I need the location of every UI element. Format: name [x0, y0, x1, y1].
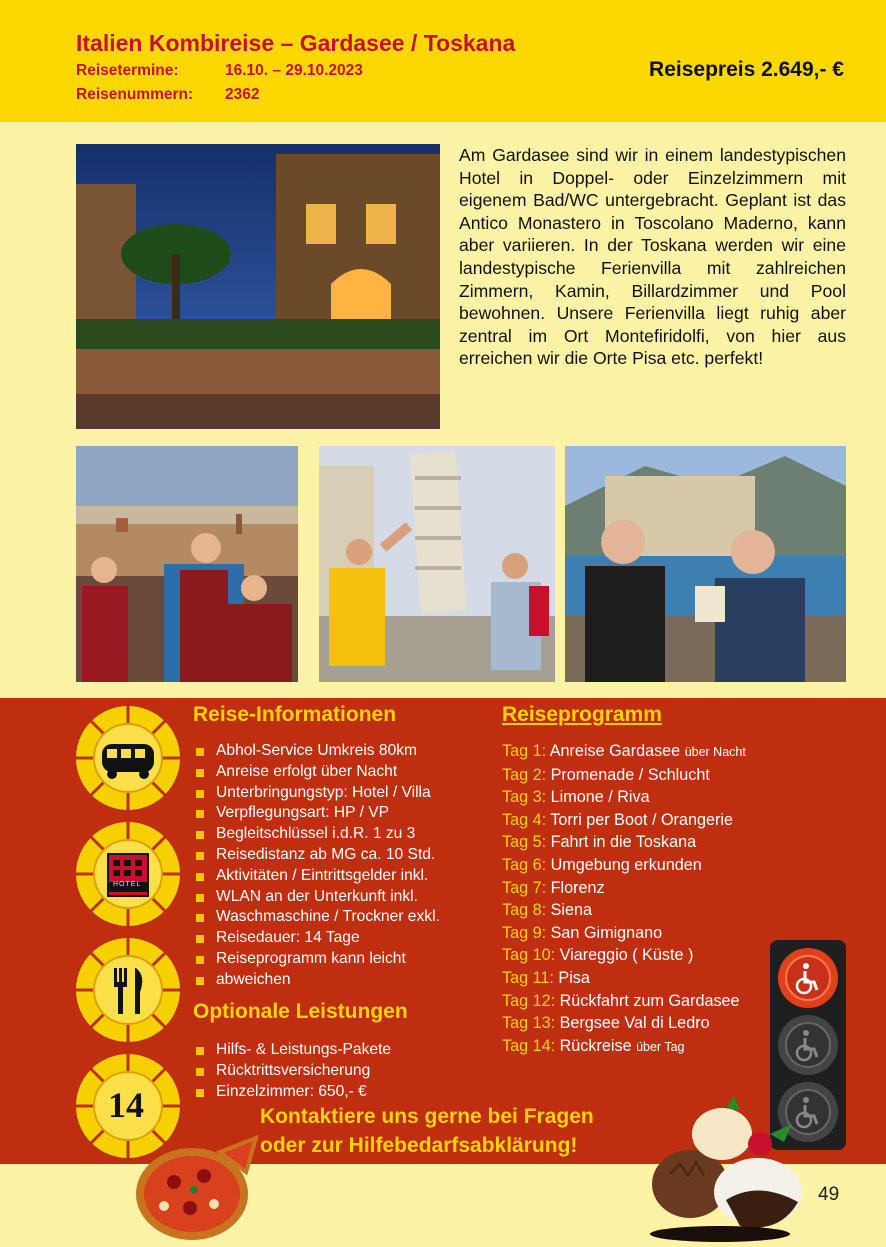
- info-item: Verpflegungsart: HP / VP: [196, 803, 440, 824]
- optional-heading: Optionale Leistungen: [193, 1000, 408, 1023]
- optional-item: Einzelzimmer: 650,- €: [196, 1082, 391, 1103]
- info-item: Reisedistanz ab MG ca. 10 Std.: [196, 845, 440, 866]
- numbers-value: 2362: [225, 86, 260, 103]
- contact-line-1: Kontaktiere uns gerne bei Fragen: [260, 1105, 594, 1128]
- dates-label: Reisetermine:: [76, 62, 179, 79]
- dates-value: 16.10. – 29.10.2023: [225, 62, 363, 79]
- program-day: Tag 8: Siena: [502, 901, 593, 920]
- wheelchair-icon-inactive: [778, 1015, 838, 1075]
- info-heading: Reise-Informationen: [193, 703, 397, 726]
- optional-list: [196, 1040, 391, 1102]
- contact-text: [260, 1102, 594, 1160]
- program-day: Tag 9: San Gimignano: [502, 923, 663, 942]
- program-day: Tag 3: Limone / Riva: [502, 788, 650, 807]
- hotel-icon-label: HOTEL: [113, 881, 142, 888]
- wheelchair-icon-active: [778, 948, 838, 1008]
- program-day: Tag 4: Torri per Boot / Orangerie: [502, 810, 733, 829]
- info-item: Begleitschlüssel i.d.R. 1 zu 3: [196, 824, 440, 845]
- info-item-continuation: abweichen: [196, 970, 440, 991]
- info-item: WLAN an der Unterkunft inkl.: [196, 887, 440, 908]
- page-title: Italien Kombireise – Gardasee / Toskana: [76, 30, 516, 56]
- numbers-label: Reisenummern:: [76, 86, 194, 103]
- program-day: Tag 6: Umgebung erkunden: [502, 855, 702, 874]
- pisa-tower-photo: [319, 446, 555, 682]
- info-item: Reisedauer: 14 Tage: [196, 928, 440, 949]
- program-day: Tag 5: Fahrt in die Toskana: [502, 833, 697, 852]
- info-item: Abhol-Service Umkreis 80km: [196, 741, 440, 762]
- optional-item: Hilfs- & Leistungs-Pakete: [196, 1040, 391, 1061]
- pizza-illustration: [134, 1132, 260, 1244]
- info-list: [196, 741, 440, 991]
- program-day: Tag 14: Rückreise über Tag: [502, 1036, 685, 1055]
- info-item: Waschmaschine / Trockner exkl.: [196, 907, 440, 928]
- cutlery-icon: [74, 936, 182, 1049]
- program-day: Tag 11: Pisa: [502, 968, 590, 987]
- hotel-photo: [76, 144, 440, 429]
- hotel-icon: [74, 820, 182, 933]
- program-day: Tag 10: Viareggio ( Küste ): [502, 946, 694, 965]
- info-item: Unterbringungstyp: Hotel / Villa: [196, 783, 440, 804]
- program-list: [502, 740, 746, 1058]
- optional-item: Rücktrittsversicherung: [196, 1061, 391, 1082]
- program-day: Tag 12: Rückfahrt zum Gardasee: [502, 991, 740, 1010]
- contact-line-2: oder zur Hilfebedarfsabklärung!: [260, 1134, 578, 1157]
- lake-cafe-photo: [565, 446, 846, 682]
- ice-cream-illustration: [630, 1094, 812, 1244]
- price: Reisepreis 2.649,- €: [649, 58, 844, 81]
- program-day: Tag 7: Florenz: [502, 878, 605, 897]
- description-text: Am Gardasee sind wir in einem landestypischen Hotel in Doppel- oder Einzelzimmern mit eigenem Bad/WC untergebracht. Geplant ist das Antico Monastero in Toscolano Maderno, kann aber variieren. In der Toskana werden wir eine landestypische Ferienvilla mit zahlreichen Zimmern, Kamin, Billardzimmer und Pool bewohnen. Unsere Ferienvilla liegt ruhig aber zentral im Ort Montefiridolfi, von hier aus erreichen wir die Orte Pisa etc. perfekt!: [459, 145, 846, 369]
- page-number: 49: [818, 1184, 840, 1205]
- bus-icon: [74, 704, 182, 817]
- info-item: Anreise erfolgt über Nacht: [196, 762, 440, 783]
- info-item: Aktivitäten / Eintrittsgelder inkl.: [196, 866, 440, 887]
- program-day: Tag 2: Promenade / Schlucht: [502, 765, 710, 784]
- florence-group-photo: [76, 446, 298, 682]
- program-heading: Reiseprogramm: [502, 703, 662, 726]
- info-item: Reiseprogramm kann leicht: [196, 949, 440, 970]
- days-number: 14: [108, 1085, 144, 1125]
- program-day: Tag 13: Bergsee Val di Ledro: [502, 1014, 710, 1033]
- program-day: Tag 1: Anreise Gardasee über Nacht: [502, 742, 746, 760]
